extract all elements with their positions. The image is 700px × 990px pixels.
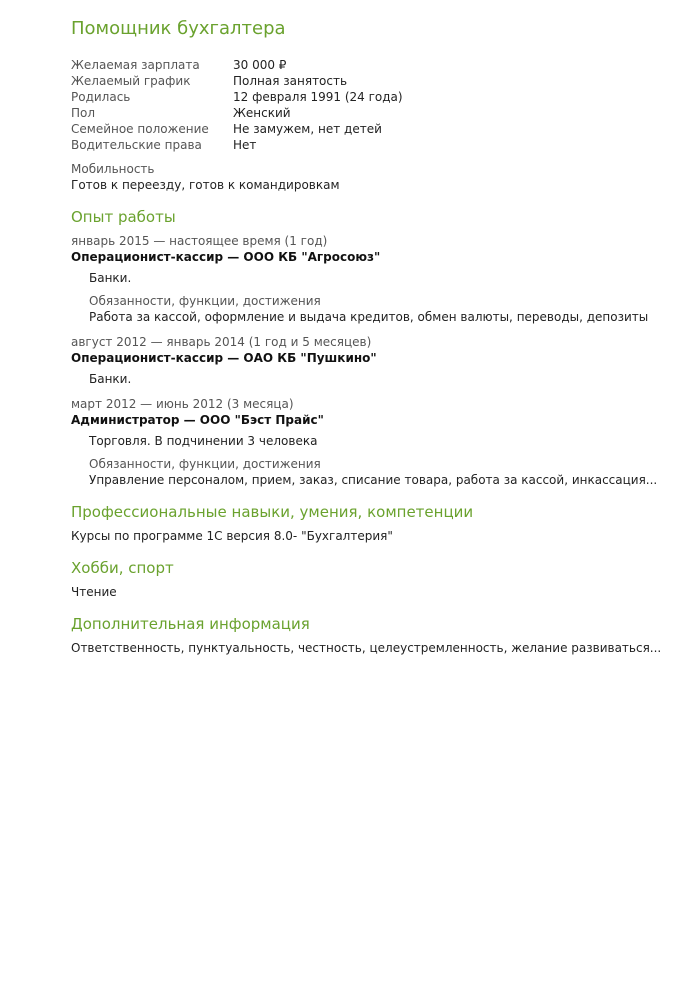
gender-value: Женский: [233, 106, 291, 120]
experience-heading: Опыт работы: [71, 208, 176, 226]
salary-label: Желаемая зарплата: [71, 58, 200, 72]
personal-info-table: [71, 57, 671, 153]
skills-text: Курсы по программе 1С версия 8.0- "Бухгалтерия": [71, 529, 393, 543]
job-item: [71, 334, 671, 387]
job-industry: Банки.: [89, 372, 132, 386]
job-title: Администратор — ООО "Бэст Прайс": [71, 413, 324, 427]
job-period: август 2012 — январь 2014 (1 год и 5 месяцев): [71, 335, 372, 349]
schedule-label: Желаемый график: [71, 74, 191, 88]
marital-value: Не замужем, нет детей: [233, 122, 382, 136]
additional-heading: Дополнительная информация: [71, 615, 310, 633]
hobbies-heading: Хобби, спорт: [71, 559, 174, 577]
job-title: Операционист-кассир — ООО КБ "Агросоюз": [71, 250, 381, 264]
job-duties: Управление персоналом, прием, заказ, списание товара, работа за кассой, инкассация...: [89, 473, 658, 487]
gender-label: Пол: [71, 106, 96, 120]
additional-text: Ответственность, пунктуальность, честность, целеустремленность, желание развиваться...: [71, 641, 662, 655]
job-industry: Банки.: [89, 271, 132, 285]
license-label: Водительские права: [71, 138, 202, 152]
job-item: [71, 233, 671, 325]
birth-value: 12 февраля 1991 (24 года): [233, 90, 403, 104]
salary-value: 30 000 ₽: [233, 58, 287, 72]
job-industry: Торговля. В подчинении 3 человека: [89, 434, 318, 448]
marital-label: Семейное положение: [71, 122, 209, 136]
birth-label: Родилась: [71, 90, 131, 104]
job-title: Операционист-кассир — ОАО КБ "Пушкино": [71, 351, 377, 365]
job-item: [71, 396, 671, 488]
job-period: март 2012 — июнь 2012 (3 месяца): [71, 397, 294, 411]
schedule-value: Полная занятость: [233, 74, 348, 88]
skills-heading: Профессиональные навыки, умения, компетенции: [71, 503, 474, 521]
hobbies-text: Чтение: [71, 585, 117, 599]
mobility-value: Готов к переезду, готов к командировкам: [71, 178, 340, 192]
mobility-label: Мобильность: [71, 162, 155, 176]
license-value: Нет: [233, 138, 257, 152]
mobility-block: [71, 161, 671, 193]
job-duties: Работа за кассой, оформление и выдача кредитов, обмен валюты, переводы, депозиты: [89, 310, 649, 324]
job-duties-label: Обязанности, функции, достижения: [89, 457, 321, 471]
job-duties-label: Обязанности, функции, достижения: [89, 294, 321, 308]
resume-title: Помощник бухгалтера: [71, 18, 286, 39]
job-period: январь 2015 — настоящее время (1 год): [71, 234, 328, 248]
